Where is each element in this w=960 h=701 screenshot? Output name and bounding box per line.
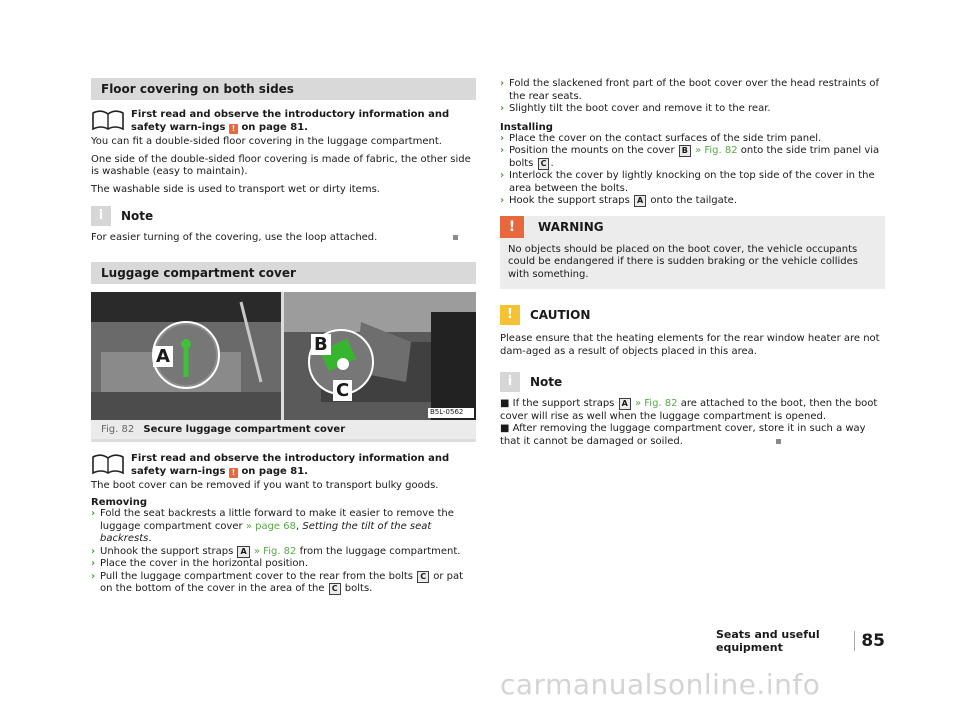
page-link[interactable]: » page 68: [245, 520, 296, 532]
step-item: [500, 145, 885, 170]
label-a-badge: A: [634, 195, 646, 207]
info-icon: i: [500, 372, 520, 392]
paragraph: You can fit a double-sided floor covering in the luggage compartment.: [91, 136, 442, 147]
page-footer: [716, 628, 885, 654]
note-bullet: ■ If the support straps A » Fig. 82 are attached to the boot, then the boot cover will rise as well when the luggage compartment is opened.: [500, 398, 878, 422]
end-marker: [453, 235, 458, 240]
figure-image: [91, 292, 476, 420]
step-text: Slightly tilt the boot cover and remove it to the rear.: [509, 103, 771, 114]
figure-link[interactable]: » Fig. 82: [695, 145, 738, 156]
note-text-body: For easier turning of the covering, use the loop attached.: [91, 232, 378, 243]
chevron-right-icon: ›: [91, 570, 96, 582]
warning-title: WARNING: [538, 219, 604, 234]
intro-text: First read and observe the introductory information and safety warn-ings: [131, 109, 450, 133]
intro-page-ref: on page 81.: [241, 465, 308, 477]
subheading-installing: Installing: [500, 121, 553, 133]
figure-number: Fig. 82: [101, 423, 135, 435]
warning-text: No objects should be placed on the boot cover, the vehicle occupants could be endangered if there is sudden braking or the vehicle collides with something.: [508, 243, 858, 280]
section-title-luggage-cover: Luggage compartment cover: [91, 262, 476, 284]
exclamation-icon: !: [500, 305, 520, 325]
label-a-badge: A: [619, 398, 631, 410]
step-item: [500, 170, 885, 195]
paragraph: The washable side is used to transport wet or dirty items.: [91, 183, 380, 195]
intro-page-ref: on page 81.: [241, 122, 308, 133]
step-item: [91, 558, 476, 571]
step-text: Unhook the support straps: [100, 545, 234, 557]
page-number: 85: [854, 631, 885, 651]
step-item: [91, 508, 476, 546]
step-text: Fold the slackened front part of the boot cover over the head restraints of the rear seats.: [509, 78, 880, 102]
intro-text: First read and observe the introductory information and safety warn-ings: [131, 452, 450, 477]
label-a-badge: A: [237, 546, 249, 558]
figure-code: B5L-0562: [430, 407, 464, 416]
chevron-right-icon: ›: [91, 558, 96, 569]
step-text: Interlock the cover by lightly knocking on the top side of the cover in the area between the bolts.: [509, 170, 875, 194]
step-text: Hook the support straps: [509, 195, 630, 206]
step-text: Place the cover on the contact surfaces of the side trim panel.: [509, 132, 822, 144]
label-c-badge: C: [329, 583, 341, 595]
warning-header: [500, 216, 877, 238]
bullet-text: After removing the luggage compartment cover, store it in such a way that it cannot be damaged or soiled.: [500, 423, 866, 447]
step-item: [500, 103, 885, 116]
step-text: Fold the seat backrests a little forward to make it easier to remove the luggage compartment cover: [100, 508, 454, 532]
step-text: Pull the luggage compartment cover to the rear from the bolts: [100, 570, 413, 582]
chevron-right-icon: ›: [91, 545, 96, 557]
caution-title: CAUTION: [530, 308, 591, 322]
chevron-right-icon: ›: [500, 170, 505, 181]
intro-note: [91, 452, 476, 480]
step-item: [500, 195, 885, 208]
step-item: [500, 78, 885, 103]
figure-link[interactable]: » Fig. 82: [253, 545, 297, 557]
chevron-right-icon: ›: [500, 103, 505, 114]
caution-header: [500, 305, 885, 325]
note-title: Note: [121, 209, 154, 223]
warning-box: [500, 216, 885, 290]
label-c-badge: C: [417, 571, 429, 583]
footer-chapter-title: Seats and useful equipment: [716, 628, 820, 654]
note-header: [91, 206, 476, 226]
chevron-right-icon: ›: [500, 145, 505, 156]
book-icon: [91, 453, 125, 475]
chevron-right-icon: ›: [500, 195, 505, 206]
figure-title: Secure luggage compartment cover: [143, 423, 346, 435]
step-item: [91, 546, 476, 559]
note-text: [91, 232, 476, 245]
subheading-removing: Removing: [91, 497, 147, 508]
figure-label-b: B: [311, 334, 331, 355]
step-text: Place the cover in the horizontal position.: [100, 558, 309, 569]
info-icon: i: [91, 206, 111, 226]
paragraph: The boot cover can be removed if you want to transport bulky goods.: [91, 479, 439, 491]
bullet-text: are attached to the boot, then the boot cover will rise as well when the luggage compartment is opened.: [500, 398, 878, 422]
step-text: bolts.: [344, 583, 373, 594]
step-item: [500, 133, 885, 146]
watermark-logo: carmanualsonline.info: [500, 668, 821, 701]
right-column: [500, 78, 885, 448]
exclamation-icon: !: [500, 216, 524, 238]
figure-label-a: A: [153, 346, 173, 367]
figure-label-c: C: [333, 380, 352, 401]
book-icon: [91, 109, 125, 131]
end-marker: [776, 439, 781, 444]
step-text: from the luggage compartment.: [299, 545, 461, 557]
step-reference: Setting the tilt of the seat backrests: [100, 520, 432, 544]
left-column: [91, 78, 476, 596]
exclamation-icon: !: [229, 468, 238, 478]
section-title-floor-covering: Floor covering on both sides: [91, 78, 476, 100]
chevron-right-icon: ›: [500, 78, 505, 89]
chevron-right-icon: ›: [91, 508, 96, 519]
caution-text: Please ensure that the heating elements for the rear window heater are not dam-aged as a result of objects placed in this area.: [500, 333, 880, 357]
paragraph: One side of the double-sided floor covering is made of fabric, the other side is washable (easy to maintain).: [91, 153, 471, 177]
label-c-badge: C: [538, 158, 550, 170]
step-text: or pat on the bottom of the cover in the area of the: [100, 570, 464, 594]
step-text: ,: [296, 520, 300, 532]
figure-caption: [91, 420, 476, 439]
intro-note: [91, 108, 476, 136]
step-text: onto the tailgate.: [650, 195, 738, 206]
step-text: .: [550, 157, 554, 169]
step-text: .: [148, 533, 152, 544]
note-bullet: ■ After removing the luggage compartment cover, store it in such a way that it cannot be damaged or soiled.: [500, 423, 866, 447]
bullet-text: If the support straps: [512, 398, 615, 409]
figure-link[interactable]: » Fig. 82: [634, 398, 678, 409]
chevron-right-icon: ›: [500, 132, 505, 144]
note-header: [500, 372, 885, 392]
label-b-badge: B: [679, 145, 691, 157]
figure-82: [91, 292, 476, 442]
exclamation-icon: !: [229, 124, 238, 134]
note-title: Note: [530, 375, 563, 389]
step-item: [91, 571, 476, 596]
step-text: onto the side trim panel via bolts: [509, 145, 880, 169]
step-text: Position the mounts on the cover: [509, 145, 675, 156]
